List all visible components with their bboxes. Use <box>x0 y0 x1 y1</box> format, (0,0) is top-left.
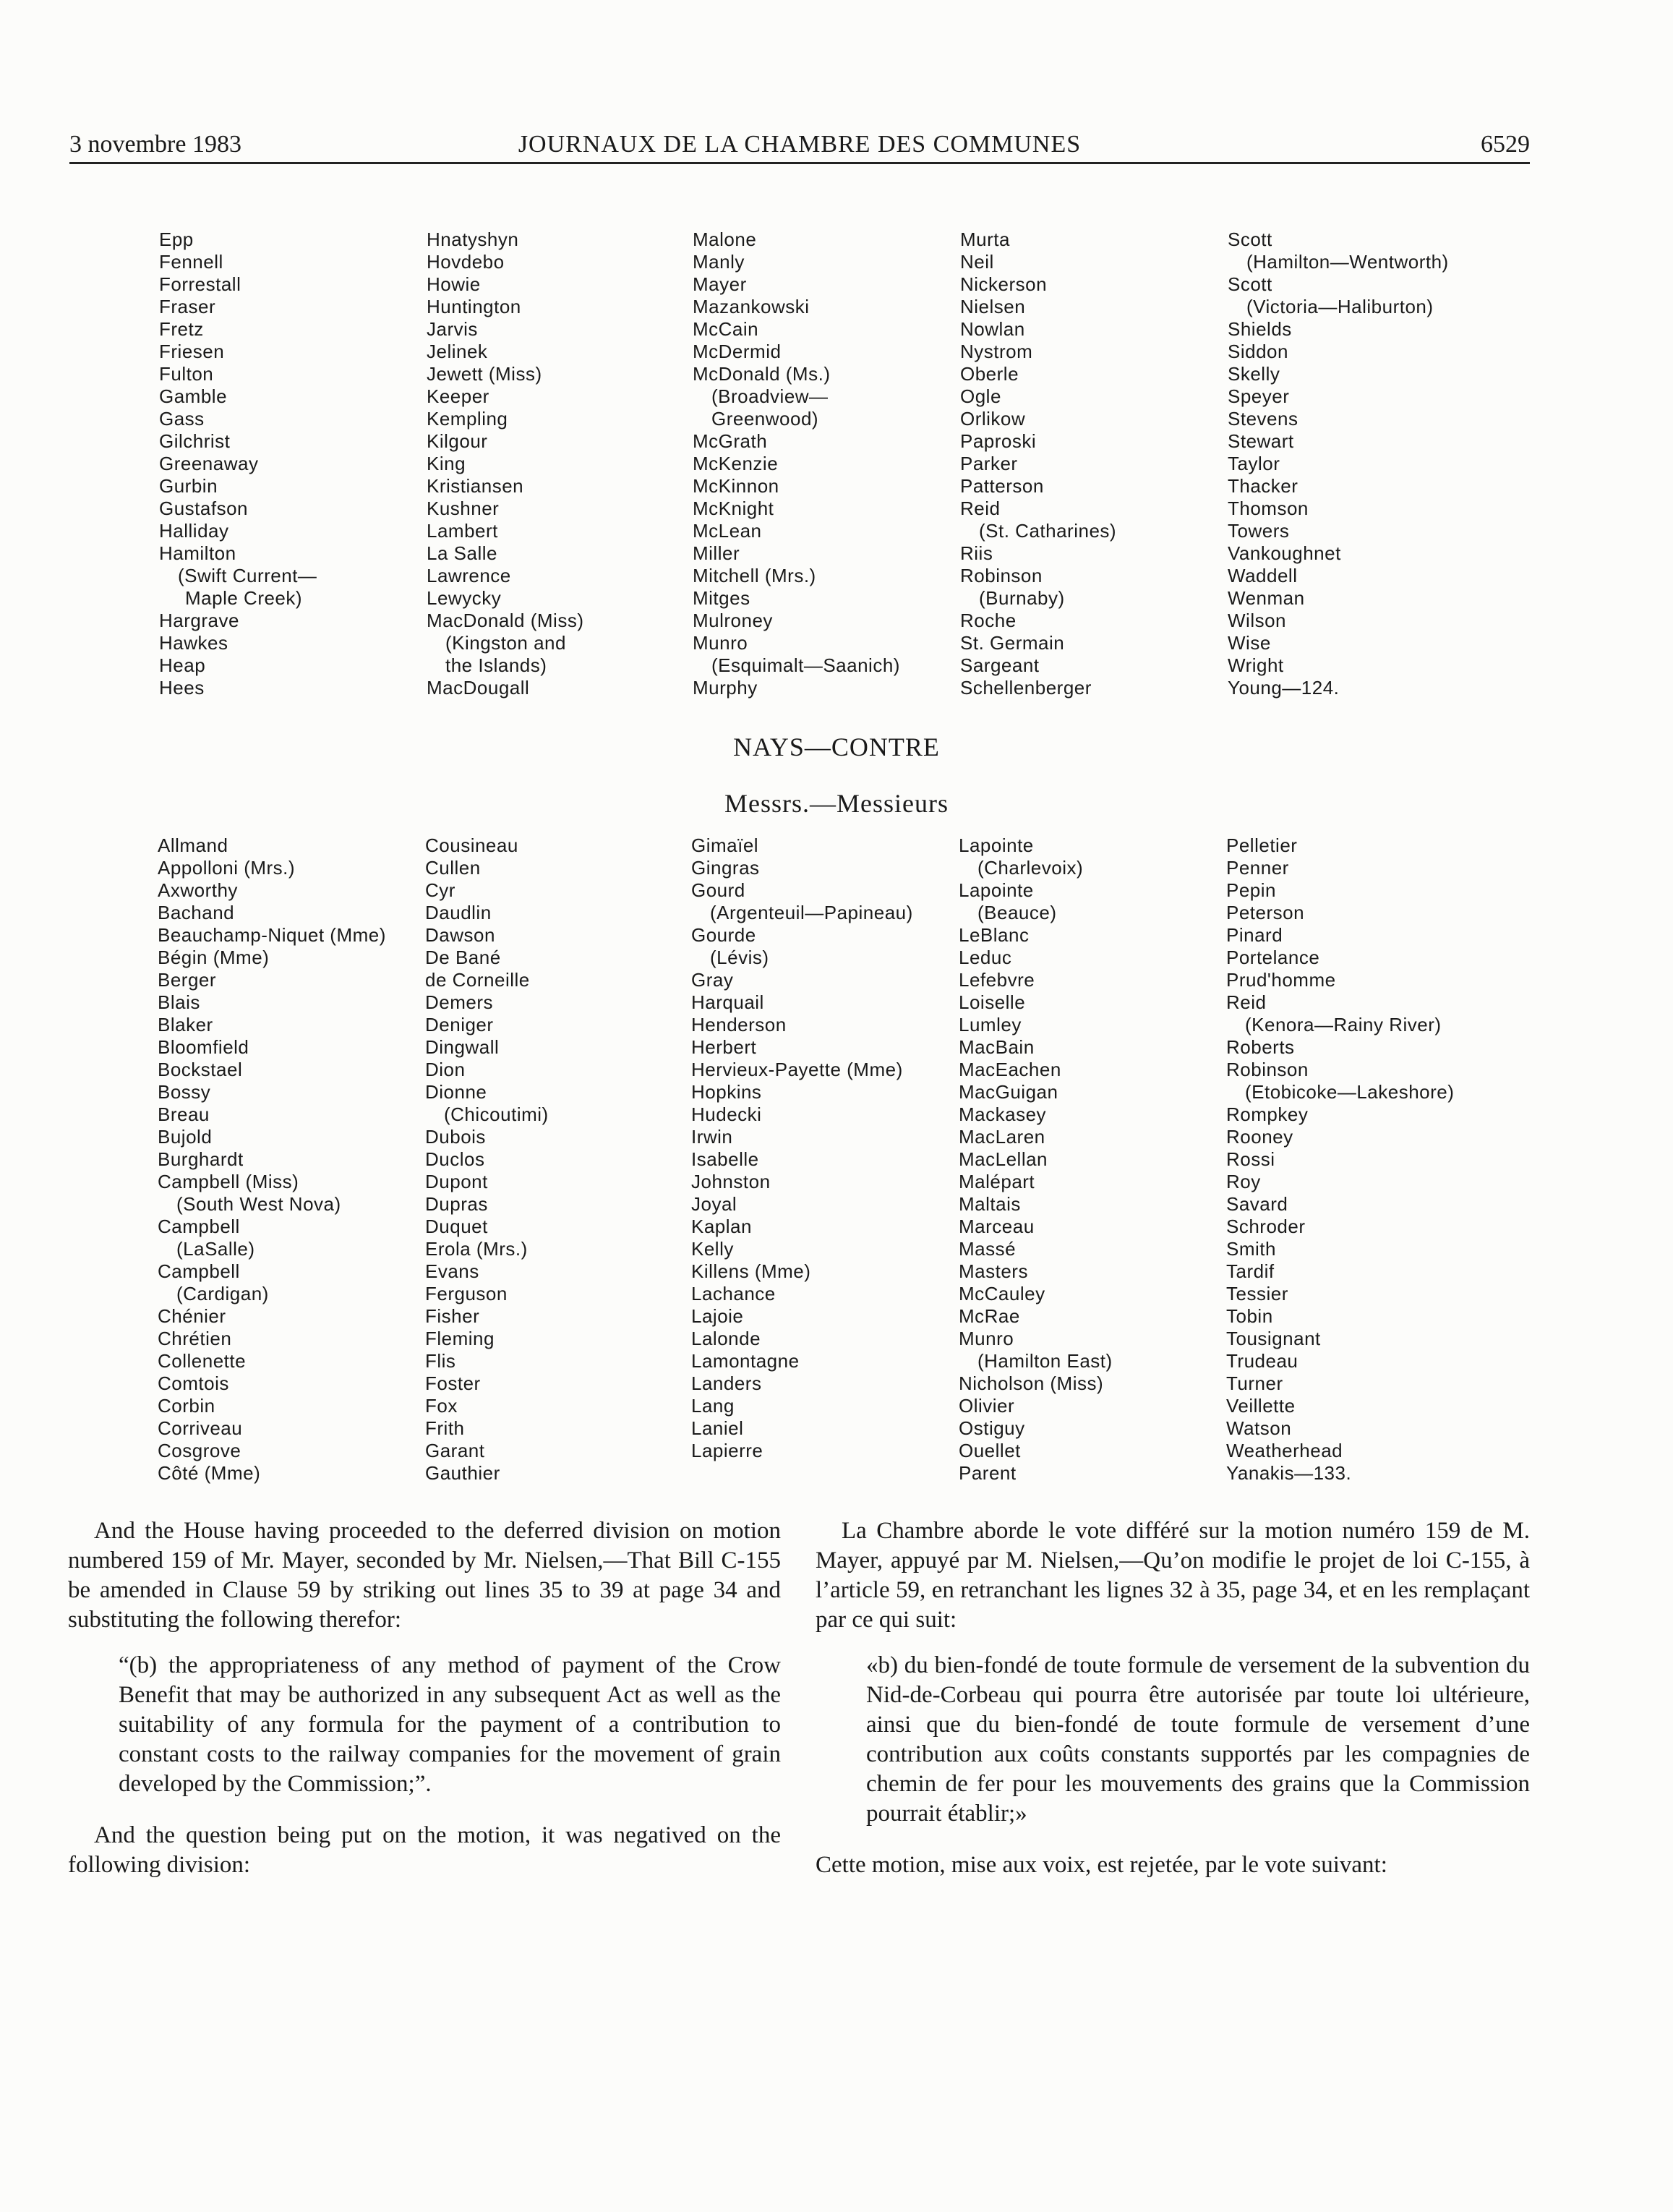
member-name: Veillette <box>1226 1395 1296 1417</box>
member-name: Greenwood) <box>711 408 819 430</box>
member-name: Ferguson <box>425 1283 508 1304</box>
member-name: Skelly <box>1228 363 1280 385</box>
member-name: Taylor <box>1228 453 1280 474</box>
member-name: Turner <box>1226 1372 1283 1394</box>
member-name: Bachand <box>158 902 235 923</box>
member-name: Flis <box>425 1350 456 1372</box>
member-name: (Chicoutimi) <box>444 1103 549 1125</box>
member-name: Forrestall <box>159 273 241 295</box>
member-name: Lapierre <box>691 1440 763 1461</box>
member-name: Henderson <box>691 1014 787 1035</box>
member-name: Berger <box>158 969 217 991</box>
member-name: Corriveau <box>158 1417 243 1439</box>
member-name: Munro <box>693 632 748 654</box>
member-name: Fennell <box>159 251 223 273</box>
member-name: Shields <box>1228 318 1292 340</box>
member-name: Laniel <box>691 1417 744 1439</box>
member-name: Wise <box>1228 632 1271 654</box>
member-name: Malone <box>693 229 757 250</box>
member-name: Mitchell (Mrs.) <box>693 565 816 586</box>
yeas-column-2 <box>427 229 687 699</box>
member-name: Deniger <box>425 1014 494 1035</box>
member-name: McDermid <box>693 341 782 362</box>
member-name: Gustafson <box>159 498 249 519</box>
member-name: the Islands) <box>445 654 547 676</box>
member-name: Reid <box>960 498 1001 519</box>
member-name: (Argenteuil—Papineau) <box>710 902 913 923</box>
member-name: Jarvis <box>427 318 478 340</box>
member-name: Scott <box>1228 273 1272 295</box>
member-name: Lalonde <box>691 1328 761 1349</box>
member-name: (Beauce) <box>977 902 1057 923</box>
member-name: Bloomfield <box>158 1036 249 1058</box>
french-amendment-quote: «b) du bien-fondé de toute formule de versement de la subvention du Nid-de-Corbeau qui pourra être autorisée par toute loi ultérieure, ainsi que du bien-fondé de toute formule de versement d’une contribution aux coûts constants supportés par les compagnies de chemin de fer pour les mouvements des grains que la Commission pourrait établir;» <box>866 1652 1530 1827</box>
member-name: Masters <box>959 1260 1028 1282</box>
member-name: Gourd <box>691 879 745 901</box>
member-name: Ouellet <box>959 1440 1021 1461</box>
member-name: Towers <box>1228 520 1290 542</box>
member-name: Harquail <box>691 991 764 1013</box>
member-name: Prud'homme <box>1226 969 1336 991</box>
member-name: Reid <box>1226 991 1267 1013</box>
member-name: Mitges <box>693 587 750 609</box>
member-name: Isabelle <box>691 1148 759 1170</box>
member-name: Roche <box>960 610 1017 631</box>
member-name: Pepin <box>1226 879 1276 901</box>
member-name: (Broadview— <box>711 385 829 407</box>
member-name: Kilgour <box>427 430 488 452</box>
member-name: La Salle <box>427 542 497 564</box>
member-name: St. Germain <box>960 632 1065 654</box>
member-name: Hudecki <box>691 1103 762 1125</box>
page-number: 6529 <box>1481 131 1530 158</box>
member-name: Leduc <box>959 947 1012 968</box>
member-name: (Swift Current— <box>178 565 317 586</box>
yeas-column-3 <box>693 229 953 699</box>
member-name: Blais <box>158 991 200 1013</box>
english-motion-paragraph: And the House having proceeded to the deferred division on motion numbered 159 of Mr. Mayer, seconded by Mr. Nielsen,—That Bill C-155 be amended in Clause 59 by striking out lines 35 to 39 at page 34 and substituting the following therefor: <box>68 1518 781 1633</box>
member-name: Erola (Mrs.) <box>425 1238 528 1260</box>
member-name: (Burnaby) <box>979 587 1065 609</box>
member-name: Garant <box>425 1440 485 1461</box>
member-name: Greenaway <box>159 453 259 474</box>
member-name: Gilchrist <box>159 430 231 452</box>
member-name: Nicholson (Miss) <box>959 1372 1104 1394</box>
nays-column-4 <box>959 834 1219 1485</box>
member-name: Olivier <box>959 1395 1015 1417</box>
member-name: Campbell <box>158 1260 240 1282</box>
member-name: Stewart <box>1228 430 1294 452</box>
member-name: Fox <box>425 1395 458 1417</box>
member-name: MacEachen <box>959 1059 1061 1080</box>
member-name: Peterson <box>1226 902 1305 923</box>
member-name: MacLellan <box>959 1148 1048 1170</box>
member-name: Fretz <box>159 318 204 340</box>
member-name: Robinson <box>1226 1059 1309 1080</box>
member-name: Munro <box>959 1328 1014 1349</box>
member-name: Vankoughnet <box>1228 542 1341 564</box>
member-name: Thacker <box>1228 475 1298 497</box>
member-name: MacDougall <box>427 677 530 699</box>
member-name: Dion <box>425 1059 466 1080</box>
english-text-column <box>68 1516 781 1880</box>
member-name: Fleming <box>425 1328 495 1349</box>
member-name: Lumley <box>959 1014 1022 1035</box>
member-name: Lamontagne <box>691 1350 800 1372</box>
member-name: Hees <box>159 677 205 699</box>
member-name: MacGuigan <box>959 1081 1058 1103</box>
member-name: McKenzie <box>693 453 779 474</box>
member-name: Schellenberger <box>960 677 1092 699</box>
member-name: Fulton <box>159 363 214 385</box>
member-name: Friesen <box>159 341 225 362</box>
member-name: Loiselle <box>959 991 1026 1013</box>
member-name: Murphy <box>693 677 758 699</box>
member-name: McDonald (Ms.) <box>693 363 831 385</box>
member-name: Gingras <box>691 857 760 879</box>
member-name: Scott <box>1228 229 1272 250</box>
english-amendment-quote: “(b) the appropriateness of any method of payment of the Crow Benefit that may be authorized in any subsequent Act as well as the suitability of any formula for the payment of a contribution to constant costs to the railway companies for the movement of grain developed by the Commission;”. <box>119 1652 781 1797</box>
member-name: De Bané <box>425 947 501 968</box>
member-name: Mazankowski <box>693 296 810 317</box>
member-name: Bujold <box>158 1126 213 1148</box>
member-name: Tobin <box>1226 1305 1273 1327</box>
member-name: Jewett (Miss) <box>427 363 542 385</box>
member-name: Fisher <box>425 1305 480 1327</box>
member-name: Collenette <box>158 1350 247 1372</box>
member-name: Kaplan <box>691 1216 752 1237</box>
member-name: Riis <box>960 542 993 564</box>
member-name: Lajoie <box>691 1305 744 1327</box>
member-name: Campbell <box>158 1216 240 1237</box>
nays-name-list <box>158 834 1531 1493</box>
nays-column-1 <box>158 834 418 1485</box>
yeas-name-list <box>159 229 1533 706</box>
member-name: Massé <box>959 1238 1017 1260</box>
member-name: Bockstael <box>158 1059 243 1080</box>
member-name: Sargeant <box>960 654 1040 676</box>
member-name: Wenman <box>1228 587 1305 609</box>
member-name: Beauchamp-Niquet (Mme) <box>158 924 386 946</box>
header-date: 3 novembre 1983 <box>69 131 241 158</box>
member-name: Lang <box>691 1395 735 1417</box>
member-name: (LaSalle) <box>176 1238 255 1260</box>
member-name: Gamble <box>159 385 228 407</box>
member-name: (South West Nova) <box>176 1193 341 1215</box>
member-name: Blaker <box>158 1014 213 1035</box>
member-name: Chrétien <box>158 1328 232 1349</box>
member-name: Rooney <box>1226 1126 1293 1148</box>
member-name: Lachance <box>691 1283 776 1304</box>
member-name: Oberle <box>960 363 1019 385</box>
member-name: (Kingston and <box>445 632 566 654</box>
member-name: Fraser <box>159 296 216 317</box>
member-name: Lambert <box>427 520 498 542</box>
member-name: Côté (Mme) <box>158 1462 261 1484</box>
member-name: Rossi <box>1226 1148 1275 1170</box>
member-name: Lawrence <box>427 565 511 586</box>
member-name: Allmand <box>158 834 228 856</box>
member-name: (St. Catharines) <box>979 520 1117 542</box>
member-name: Wilson <box>1228 610 1287 631</box>
member-name: Kristiansen <box>427 475 524 497</box>
nays-column-2 <box>425 834 685 1485</box>
member-name: Wright <box>1228 654 1284 676</box>
member-name: Appolloni (Mrs.) <box>158 857 296 879</box>
member-name: Duclos <box>425 1148 485 1170</box>
member-name: (Charlevoix) <box>977 857 1084 879</box>
member-name: Bossy <box>158 1081 211 1103</box>
member-name: Hawkes <box>159 632 228 654</box>
member-name: Hnatyshyn <box>427 229 519 250</box>
member-name: Ostiguy <box>959 1417 1025 1439</box>
member-name: Orlikow <box>960 408 1026 430</box>
member-name: Penner <box>1226 857 1289 879</box>
member-name: Foster <box>425 1372 481 1394</box>
member-name: Gray <box>691 969 734 991</box>
member-name: Axworthy <box>158 879 238 901</box>
member-name: Dingwall <box>425 1036 500 1058</box>
member-name: Maltais <box>959 1193 1021 1215</box>
member-name: Halliday <box>159 520 229 542</box>
yeas-column-1 <box>159 229 419 699</box>
member-name: Nickerson <box>960 273 1048 295</box>
member-name: LeBlanc <box>959 924 1030 946</box>
member-name: Gimaïel <box>691 834 759 856</box>
member-name: Chénier <box>158 1305 226 1327</box>
member-name: Howie <box>427 273 481 295</box>
member-name: Tousignant <box>1226 1328 1321 1349</box>
member-name: Gurbin <box>159 475 218 497</box>
member-name: Yanakis—133. <box>1226 1462 1352 1484</box>
member-name: Roberts <box>1226 1036 1295 1058</box>
member-name: Joyal <box>691 1193 737 1215</box>
member-name: Duquet <box>425 1216 488 1237</box>
member-name: Lefebvre <box>959 969 1035 991</box>
member-name: (Lévis) <box>710 947 769 968</box>
nays-column-5 <box>1226 834 1486 1485</box>
member-name: Huntington <box>427 296 521 317</box>
member-name: Roy <box>1226 1171 1261 1192</box>
member-name: McCain <box>693 318 759 340</box>
member-name: McRae <box>959 1305 1020 1327</box>
member-name: Parker <box>960 453 1018 474</box>
member-name: Dupras <box>425 1193 488 1215</box>
member-name: Tardif <box>1226 1260 1275 1282</box>
member-name: (Esquimalt—Saanich) <box>711 654 900 676</box>
member-name: Lapointe <box>959 879 1034 901</box>
member-name: Breau <box>158 1103 210 1125</box>
member-name: Nystrom <box>960 341 1033 362</box>
member-name: Malépart <box>959 1171 1035 1192</box>
member-name: Herbert <box>691 1036 757 1058</box>
member-name: Paproski <box>960 430 1037 452</box>
member-name: Weatherhead <box>1226 1440 1343 1461</box>
member-name: Demers <box>425 991 494 1013</box>
member-name: Bégin (Mme) <box>158 947 270 968</box>
member-name: McKnight <box>693 498 774 519</box>
member-name: Daudlin <box>425 902 492 923</box>
member-name: Comtois <box>158 1372 229 1394</box>
member-name: MacBain <box>959 1036 1035 1058</box>
member-name: Kempling <box>427 408 508 430</box>
member-name: (Hamilton East) <box>977 1350 1113 1372</box>
english-division-paragraph: And the question being put on the motion, it was negatived on the following division: <box>68 1822 781 1878</box>
member-name: MacLaren <box>959 1126 1045 1148</box>
member-name: McKinnon <box>693 475 779 497</box>
member-name: Parent <box>959 1462 1017 1484</box>
member-name: Savard <box>1226 1193 1288 1215</box>
member-name: Mackasey <box>959 1103 1047 1125</box>
member-name: Landers <box>691 1372 762 1394</box>
member-name: Hamilton <box>159 542 236 564</box>
member-name: Kushner <box>427 498 500 519</box>
member-name: Frith <box>425 1417 465 1439</box>
member-name: King <box>427 453 466 474</box>
member-name: Ogle <box>960 385 1001 407</box>
member-name: Cousineau <box>425 834 518 856</box>
yeas-column-5 <box>1228 229 1488 699</box>
nays-heading: NAYS—CONTRE <box>733 733 940 761</box>
member-name: Nielsen <box>960 296 1026 317</box>
member-name: McGrath <box>693 430 768 452</box>
member-name: Dionne <box>425 1081 487 1103</box>
page-header <box>69 127 1530 164</box>
member-name: Corbin <box>158 1395 215 1417</box>
member-name: Johnston <box>691 1171 771 1192</box>
member-name: Tessier <box>1226 1283 1288 1304</box>
member-name: Dupont <box>425 1171 488 1192</box>
member-name: Hovdebo <box>427 251 505 273</box>
member-name: Siddon <box>1228 341 1288 362</box>
member-name: Campbell (Miss) <box>158 1171 299 1192</box>
member-name: McCauley <box>959 1283 1045 1304</box>
member-name: Lapointe <box>959 834 1034 856</box>
member-name: McLean <box>693 520 762 542</box>
member-name: Killens (Mme) <box>691 1260 811 1282</box>
member-name: Dawson <box>425 924 495 946</box>
member-name: Keeper <box>427 385 489 407</box>
member-name: Hervieux-Payette (Mme) <box>691 1059 903 1080</box>
member-name: Watson <box>1226 1417 1292 1439</box>
member-name: Patterson <box>960 475 1044 497</box>
member-name: (Etobicoke—Lakeshore) <box>1245 1081 1455 1103</box>
member-name: Marceau <box>959 1216 1035 1237</box>
member-name: Robinson <box>960 565 1043 586</box>
member-name: Evans <box>425 1260 479 1282</box>
yeas-column-4 <box>960 229 1220 699</box>
member-name: Jelinek <box>427 341 488 362</box>
french-motion-paragraph: La Chambre aborde le vote différé sur la motion numéro 159 de M. Mayer, appuyé par M. Nielsen,—Qu’on modifie le projet de loi C-155, à l’article 59, en retranchant les lignes 32 à 35, page 34, et en les remplaçant par ce qui suit: <box>816 1518 1530 1633</box>
member-name: Manly <box>693 251 745 273</box>
member-name: Nowlan <box>960 318 1025 340</box>
member-name: Dubois <box>425 1126 486 1148</box>
member-name: Smith <box>1226 1238 1276 1260</box>
nays-column-3 <box>691 834 951 1462</box>
french-text-column <box>816 1516 1530 1880</box>
member-name: Cosgrove <box>158 1440 241 1461</box>
member-name: Kelly <box>691 1238 734 1260</box>
french-division-paragraph: Cette motion, mise aux voix, est rejetée, par le vote suivant: <box>816 1852 1387 1878</box>
journal-title: JOURNAUX DE LA CHAMBRE DES COMMUNES <box>518 131 1082 158</box>
member-name: (Kenora—Rainy River) <box>1245 1014 1442 1035</box>
member-name: Trudeau <box>1226 1350 1298 1372</box>
member-name: Epp <box>159 229 194 250</box>
member-name: Portelance <box>1226 947 1320 968</box>
member-name: Cullen <box>425 857 481 879</box>
member-name: Maple Creek) <box>185 587 303 609</box>
member-name: Rompkey <box>1226 1103 1309 1125</box>
member-name: Murta <box>960 229 1010 250</box>
member-name: Stevens <box>1228 408 1298 430</box>
member-name: Gass <box>159 408 205 430</box>
member-name: Thomson <box>1228 498 1309 519</box>
member-name: Hargrave <box>159 610 239 631</box>
member-name: Lewycky <box>427 587 502 609</box>
member-name: Hopkins <box>691 1081 762 1103</box>
nays-subheading: Messrs.—Messieurs <box>724 789 949 818</box>
member-name: de Corneille <box>425 969 530 991</box>
member-name: (Victoria—Haliburton) <box>1246 296 1434 317</box>
member-name: MacDonald (Miss) <box>427 610 584 631</box>
member-name: Pinard <box>1226 924 1283 946</box>
member-name: Burghardt <box>158 1148 244 1170</box>
member-name: Gauthier <box>425 1462 500 1484</box>
member-name: (Cardigan) <box>176 1283 269 1304</box>
member-name: Waddell <box>1228 565 1298 586</box>
member-name: Gourde <box>691 924 756 946</box>
member-name: Irwin <box>691 1126 733 1148</box>
member-name: Speyer <box>1228 385 1290 407</box>
member-name: Miller <box>693 542 740 564</box>
member-name: Mulroney <box>693 610 773 631</box>
member-name: Pelletier <box>1226 834 1298 856</box>
member-name: Young—124. <box>1228 677 1340 699</box>
member-name: Neil <box>960 251 994 273</box>
member-name: Schroder <box>1226 1216 1306 1237</box>
member-name: (Hamilton—Wentworth) <box>1246 251 1449 273</box>
member-name: Mayer <box>693 273 747 295</box>
member-name: Heap <box>159 654 206 676</box>
member-name: Cyr <box>425 879 455 901</box>
